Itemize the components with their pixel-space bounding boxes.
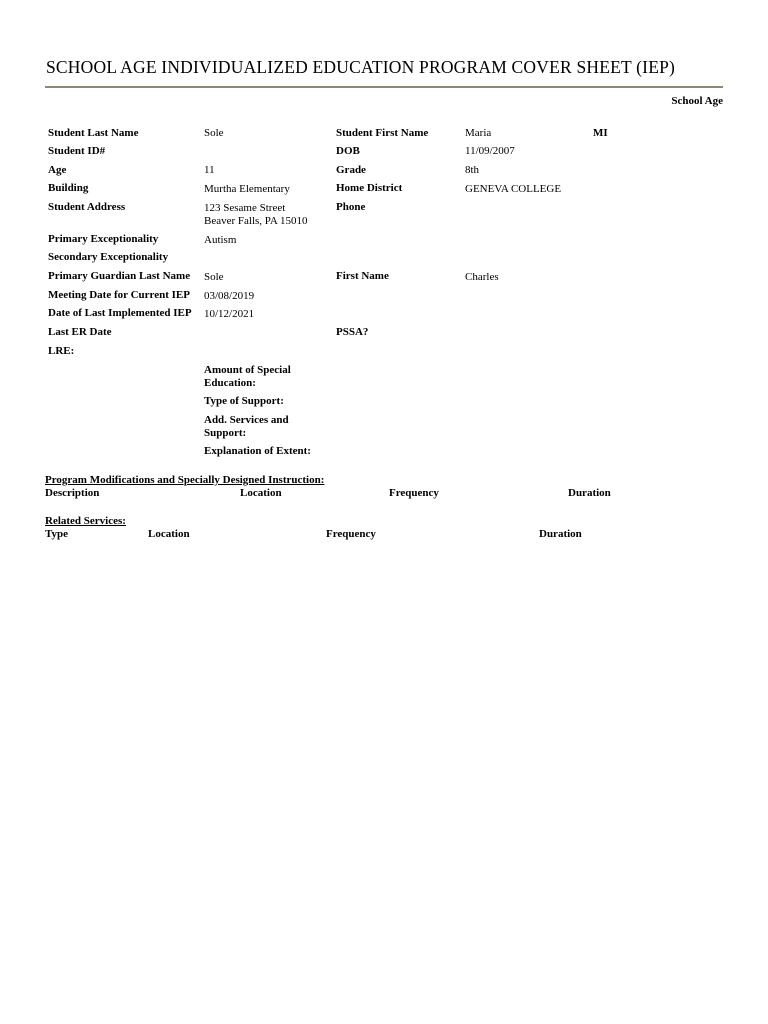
student-first-name-label: Student First Name — [336, 127, 429, 139]
title-rule — [45, 86, 723, 88]
student-address-line2: Beaver Falls, PA 15010 — [204, 215, 308, 227]
program-modifications-col-frequency: Frequency — [389, 487, 439, 499]
lre-label: LRE: — [48, 345, 75, 357]
student-id-label: Student ID# — [48, 145, 106, 157]
amount-special-education-label-line2: Education: — [204, 377, 256, 389]
related-services-col-duration: Duration — [539, 528, 582, 540]
secondary-exceptionality-label: Secondary Exceptionality — [48, 251, 169, 263]
school-age-label: School Age — [671, 95, 723, 107]
meeting-date-label: Meeting Date for Current IEP — [48, 289, 190, 301]
amount-special-education-label-line1: Amount of Special — [204, 364, 291, 376]
related-services-heading: Related Services: — [45, 515, 126, 527]
guardian-first-name-label: First Name — [336, 270, 389, 282]
related-services-col-location: Location — [148, 528, 190, 540]
phone-label: Phone — [336, 201, 366, 213]
building-label: Building — [48, 182, 89, 194]
student-address-line1: 123 Sesame Street — [204, 202, 286, 214]
mi-label: MI — [593, 127, 608, 139]
related-services-col-frequency: Frequency — [326, 528, 376, 540]
add-services-label-line1: Add. Services and — [204, 414, 289, 426]
meeting-date-value: 03/08/2019 — [204, 290, 255, 302]
student-first-name-value: Maria — [465, 127, 492, 139]
program-modifications-col-location: Location — [240, 487, 282, 499]
dob-value: 11/09/2007 — [465, 145, 515, 157]
guardian-last-name-label: Primary Guardian Last Name — [48, 270, 191, 282]
age-value: 11 — [204, 164, 215, 176]
home-district-label: Home District — [336, 182, 403, 194]
dob-label: DOB — [336, 145, 360, 157]
last-implemented-label: Date of Last Implemented IEP — [48, 307, 192, 319]
guardian-first-name-value: Charles — [465, 271, 499, 283]
add-services-label-line2: Support: — [204, 427, 247, 439]
program-modifications-col-duration: Duration — [568, 487, 611, 499]
document-title: SCHOOL AGE INDIVIDUALIZED EDUCATION PROGRAM COVER SHEET (IEP) — [46, 57, 676, 77]
student-address-label: Student Address — [48, 201, 126, 213]
program-modifications-heading: Program Modifications and Specially Designed Instruction: — [45, 474, 325, 486]
type-of-support-label: Type of Support: — [204, 395, 284, 407]
primary-exceptionality-label: Primary Exceptionality — [48, 233, 159, 245]
age-label: Age — [48, 164, 67, 176]
last-implemented-value: 10/12/2021 — [204, 308, 255, 320]
home-district-value: GENEVA COLLEGE — [465, 183, 562, 195]
grade-value: 8th — [465, 164, 480, 176]
building-value: Murtha Elementary — [204, 183, 290, 195]
student-last-name-value: Sole — [204, 127, 224, 139]
pssa-label: PSSA? — [336, 326, 369, 338]
explanation-of-extent-label: Explanation of Extent: — [204, 445, 311, 457]
student-last-name-label: Student Last Name — [48, 127, 139, 139]
related-services-col-type: Type — [45, 528, 69, 540]
guardian-last-name-value: Sole — [204, 271, 224, 283]
primary-exceptionality-value: Autism — [204, 234, 237, 246]
grade-label: Grade — [336, 164, 366, 176]
program-modifications-col-description: Description — [45, 487, 100, 499]
last-er-date-label: Last ER Date — [48, 326, 112, 338]
